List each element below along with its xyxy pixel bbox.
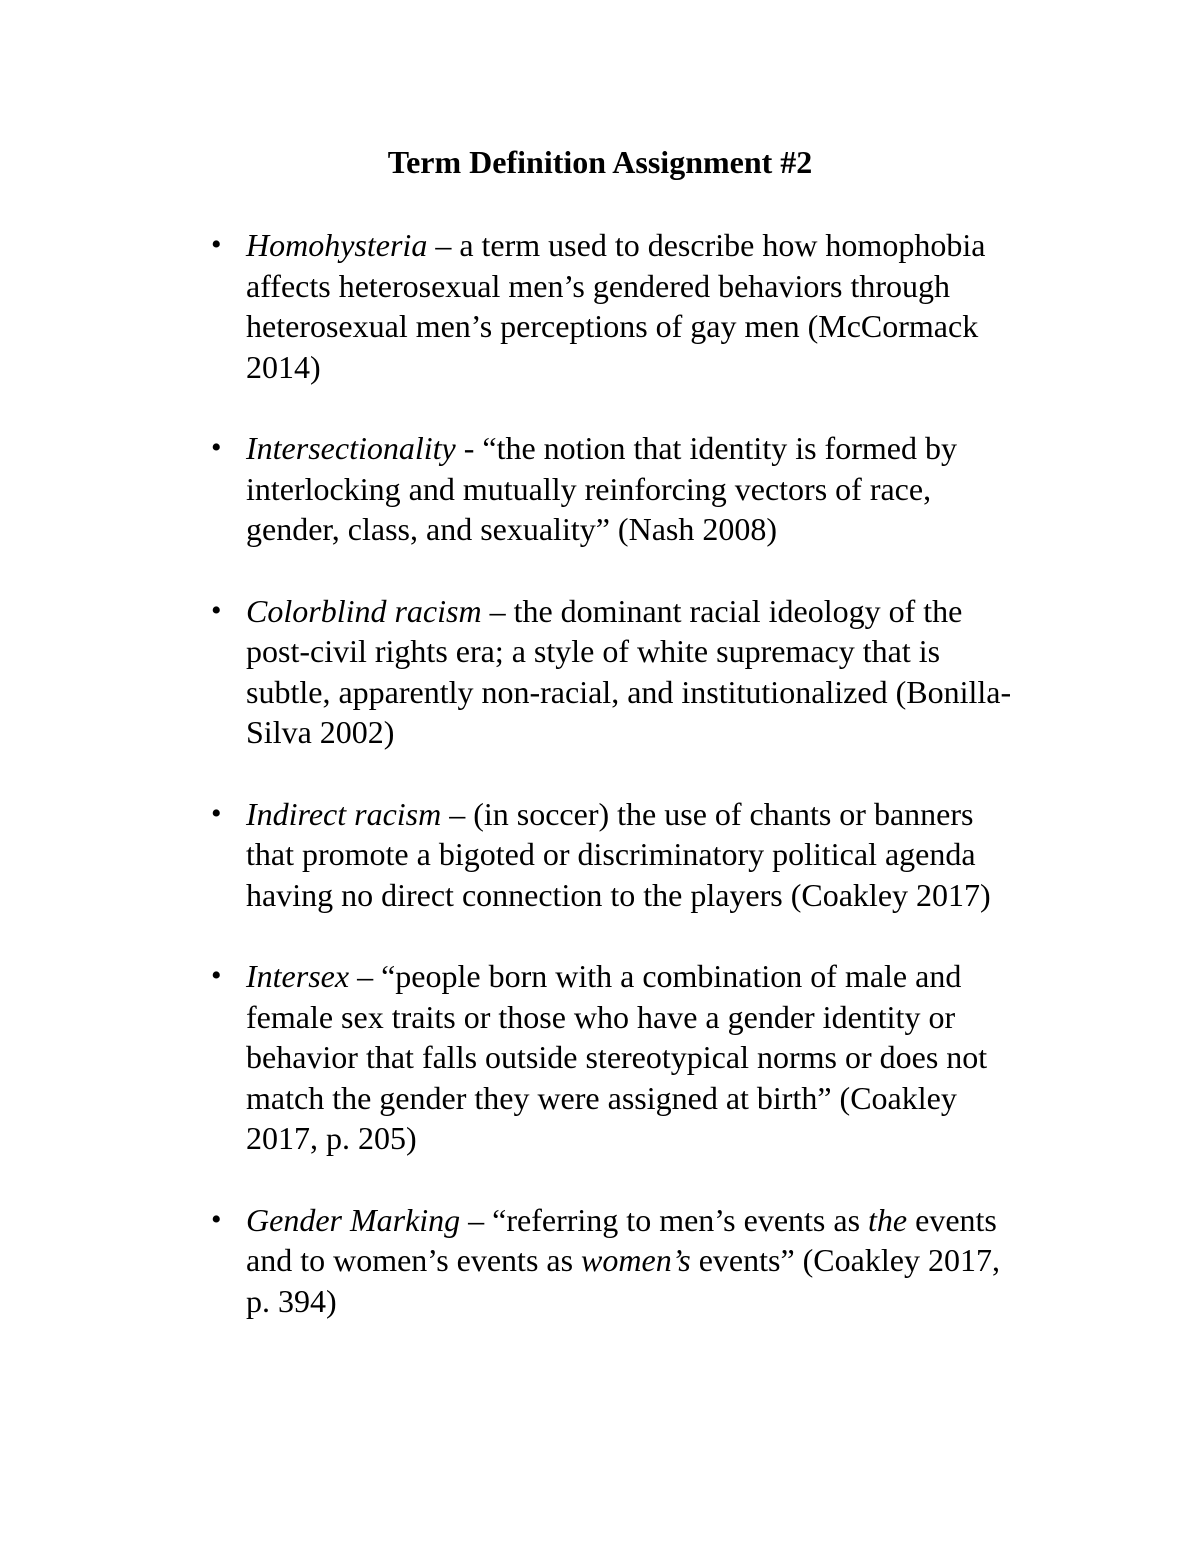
emphasis-text: women’s xyxy=(581,1242,691,1278)
term-definition-part: events” (Coakley 2017, p. 394) xyxy=(246,1242,1000,1319)
term-definition: – a term used to describe how homophobia affects heterosexual men’s gendered behaviors through heterosexual men’s perceptions of gay men (McCormack 2014) xyxy=(246,227,986,385)
bullet-icon: • xyxy=(211,796,222,830)
term-list xyxy=(211,225,1016,1362)
term-name: Gender Marking xyxy=(246,1201,461,1238)
term-item-indirect-racism xyxy=(211,794,1016,916)
term-item-intersex xyxy=(211,956,1016,1159)
bullet-icon: • xyxy=(211,431,222,464)
term-name: Intersectionality xyxy=(246,430,456,466)
term-item-intersectionality xyxy=(211,428,1016,550)
term-definition: – “people born with a combination of male and female sex traits or those who have a gender identity or behavior that falls outside stereotypical norms or does not match the gender they were assigned at birth” (Coakley 2017, p. 205) xyxy=(246,958,988,1156)
bullet-icon: • xyxy=(211,959,222,992)
emphasis-text: the xyxy=(868,1201,908,1238)
document-title: Term Definition Assignment #2 xyxy=(387,144,813,180)
term-definition: - “the notion that identity is formed by interlocking and mutually reinforcing vectors of race, gender, class, and sexuality” (Nash 2008) xyxy=(246,430,957,547)
term-definition-part: events and to women’s events as xyxy=(246,1201,997,1278)
term-definition: – (in soccer) the use of chants or banners that promote a bigoted or discriminatory political agenda having no direct connection to the players (Coakley 2017) xyxy=(246,795,991,913)
term-item-gender-marking xyxy=(211,1200,1016,1322)
term-name: Intersex xyxy=(246,958,350,994)
bullet-icon: • xyxy=(211,593,222,627)
term-item-colorblind-racism xyxy=(211,591,1016,753)
term-name: Indirect racism xyxy=(246,795,442,832)
term-definition: – the dominant racial ideology of the post-civil rights era; a style of white supremacy that is subtle, apparently non-racial, and institutionalized (Bonilla-Silva 2002) xyxy=(246,592,1012,750)
term-definition-part: – “referring to men’s events as xyxy=(460,1201,869,1238)
term-name: Homohysteria xyxy=(246,227,428,263)
bullet-icon: • xyxy=(211,228,222,261)
term-name: Colorblind racism xyxy=(246,592,482,629)
term-item-homohysteria xyxy=(211,225,1016,387)
bullet-icon: • xyxy=(211,1202,222,1236)
